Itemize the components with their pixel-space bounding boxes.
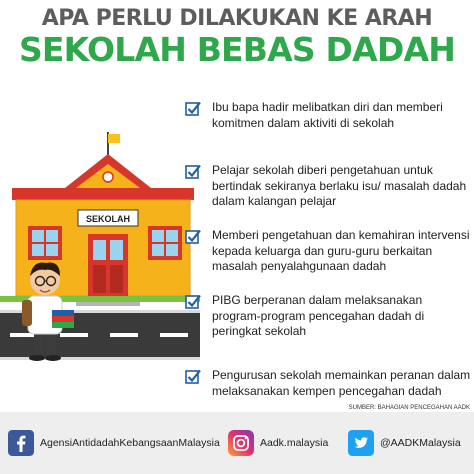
checkbox-icon [185,369,201,385]
checkbox-icon [185,164,201,180]
facebook-link[interactable] [8,430,220,456]
checkbox-icon [185,294,201,310]
instagram-link[interactable] [228,430,328,456]
list-item-text: Pengurusan sekolah memainkan peranan dalam melaksanakan kempen pencegahan dadah [212,368,471,398]
source-credit: SUMBER: BAHAGIAN PENCEGAHAN AADK [348,405,470,411]
title-line-1: APA PERLU DILAKUKAN KE ARAH [41,6,433,31]
checkbox-icon [185,101,201,117]
list-item-text: Memberi pengetahuan dan kemahiran intervensi kepada keluarga dan guru-guru berkaitan masalah penyalahgunaan dadah [212,228,470,273]
facebook-icon [8,430,34,456]
twitter-icon [348,430,374,456]
instagram-handle: Aadk.malaysia [260,437,329,449]
list-item-text: Pelajar sekolah diberi pengetahuan untuk bertindak sekiranya berlaku isu/ masalah dadah dalam kalangan pelajar [212,163,467,208]
checkbox-icon [185,229,201,245]
list-item-text: Ibu bapa hadir melibatkan diri dan memberi komitmen dalam aktiviti di sekolah [212,100,443,130]
twitter-handle: @AADKMalaysia [380,437,461,449]
school-illustration [0,130,200,400]
school-sign: SEKOLAH [85,214,131,224]
facebook-handle: AgensiAntidadahKebangsaanMalaysia [40,437,220,449]
title-line-2: SEKOLAH BEBAS DADAH [18,30,456,69]
list-item-text: PIBG berperanan dalam melaksanakan program-program pencegahan dadah di peringkat sekolah [212,293,425,338]
instagram-icon [228,430,254,456]
social-footer [0,412,474,474]
twitter-link[interactable] [348,430,461,456]
